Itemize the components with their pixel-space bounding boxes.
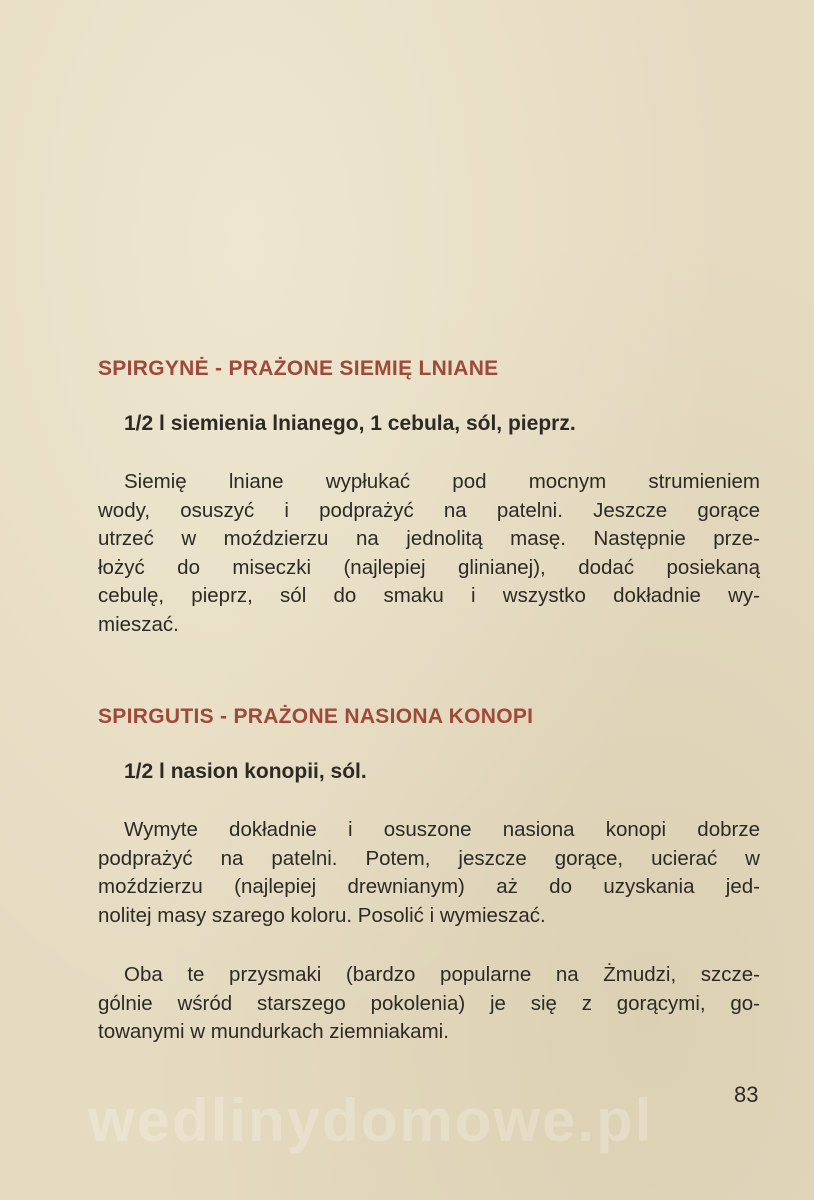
recipe-ingredients-spirgutis: 1/2 l nasion konopii, sól.	[124, 760, 367, 783]
text-line: Wymyte dokładnie i osuszone nasiona konopi dobrze	[124, 818, 760, 841]
text-line: podprażyć na patelni. Potem, jeszcze gorące, ucierać w	[98, 846, 760, 870]
text-line: moździerzu (najlepiej drewnianym) aż do uzyskania jed-	[98, 875, 760, 898]
text-line: gólnie wśród starszego pokolenia) je się z gorącymi, go-	[98, 991, 760, 1015]
text-line: mieszać.	[98, 612, 179, 636]
text-line: cebulę, pieprz, sól do smaku i wszystko dokładnie wy-	[98, 584, 760, 607]
page-number: 83	[734, 1082, 759, 1107]
text-line: wody, osuszyć i podprażyć na patelni. Jeszcze gorące	[98, 498, 760, 522]
watermark: wedlinydomowe.pl	[88, 1087, 654, 1154]
text-line: utrzeć w moździerzu na jednolitą masę. Następnie prze-	[98, 527, 760, 550]
recipe-instructions-spirgutis	[98, 816, 760, 930]
recipe-heading-spirgyne: SPIRGYNĖ - PRAŻONE SIEMIĘ LNIANE	[98, 357, 499, 380]
serving-note	[98, 961, 760, 1047]
text-line: Siemię lniane wypłukać pod mocnym strumieniem	[124, 470, 760, 493]
recipe-instructions-spirgyne	[98, 468, 760, 639]
text-line: Oba te przysmaki (bardzo popularne na Żmudzi, szcze-	[124, 963, 760, 986]
text-line: towanymi w mundurkach ziemniakami.	[98, 1020, 449, 1043]
recipe-ingredients-spirgyne: 1/2 l siemienia lnianego, 1 cebula, sól, pieprz.	[124, 412, 576, 435]
text-line: nolitej masy szarego koloru. Posolić i wymieszać.	[98, 903, 546, 927]
text-line: łożyć do miseczki (najlepiej glinianej), dodać posiekaną	[98, 555, 760, 579]
recipe-heading-spirgutis: SPIRGUTIS - PRAŻONE NASIONA KONOPI	[98, 705, 534, 728]
